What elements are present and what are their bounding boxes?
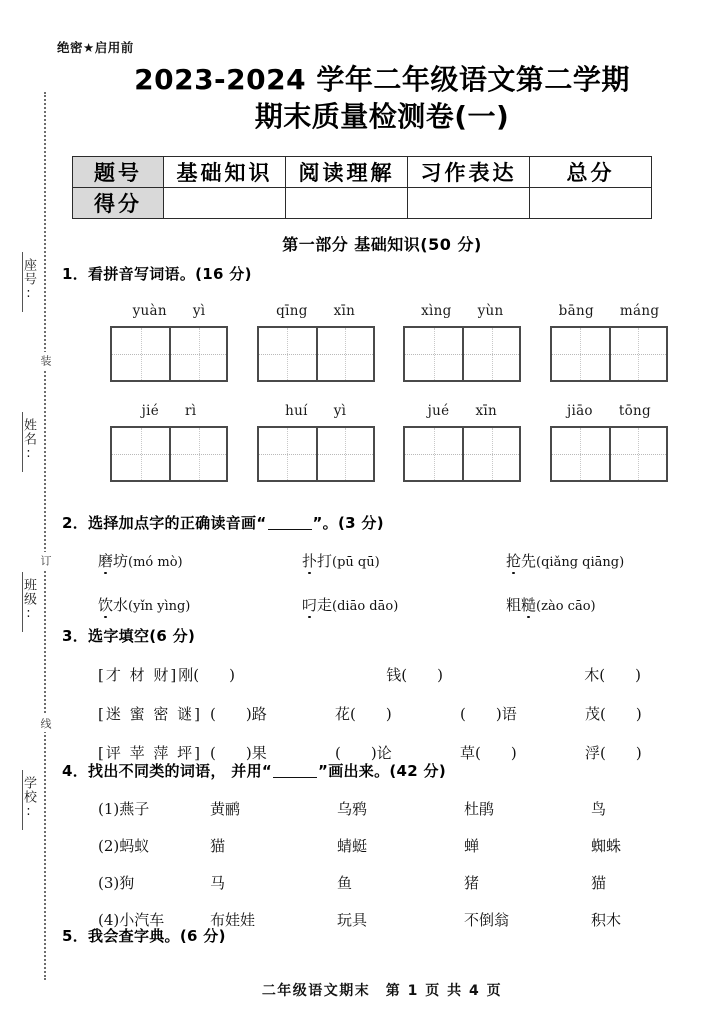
char-fill-slots	[178, 664, 724, 685]
column-header-reading: 阅读理解	[286, 157, 408, 188]
question-5-title	[62, 925, 710, 946]
pinyin-syllable: xīn	[475, 403, 497, 419]
pronunciation-options[interactable]: (pū qū)	[332, 555, 380, 570]
pronunciation-item[interactable]	[302, 594, 506, 615]
part-one-heading: 第一部分 基础知识(50 分)	[282, 235, 482, 254]
writing-grid[interactable]	[403, 426, 521, 482]
question-2-number: 2．	[62, 514, 89, 532]
char-choice-bracket: [评 苹 萍 坪]	[98, 744, 203, 762]
word-option[interactable]: 玩具	[337, 911, 368, 929]
pinyin-syllable: rì	[185, 403, 197, 419]
grid-cell[interactable]	[112, 328, 169, 380]
pinyin-syllable: yì	[333, 403, 347, 419]
fill-slot[interactable]: ( )果	[210, 744, 267, 762]
pinyin-word-group	[249, 403, 383, 482]
question-3	[62, 625, 710, 763]
grid-cell[interactable]	[405, 328, 462, 380]
pronunciation-item[interactable]	[98, 594, 302, 615]
word-option[interactable]: 乌鸦	[337, 800, 368, 818]
dotted-character: 饮	[98, 596, 114, 614]
binding-char-zhuang: 装	[38, 352, 53, 369]
pinyin-syllable: yì	[192, 303, 206, 319]
fill-slot[interactable]: 花( )	[335, 705, 392, 723]
question-4	[62, 760, 710, 930]
answer-blank-rule	[273, 777, 317, 778]
word-option[interactable]: 猪	[464, 874, 480, 892]
word-rest: 走	[317, 596, 333, 614]
char-choice-bracket: [迷 蜜 密 谜]	[98, 705, 203, 723]
pinyin-word-group	[542, 403, 676, 482]
pinyin-word-group	[395, 403, 529, 482]
confidential-note: 绝密★启用前	[57, 40, 134, 55]
word-option[interactable]: 鸟	[591, 800, 607, 818]
question-2	[62, 512, 710, 615]
question-5-number: 5．	[62, 927, 89, 945]
fill-slot[interactable]: ( )语	[460, 705, 517, 723]
binding-margin-rail	[0, 0, 62, 1024]
pronunciation-options[interactable]: (mó mò)	[128, 555, 183, 570]
question-1-row-1	[62, 303, 710, 382]
binding-char-ding: 订	[38, 552, 53, 569]
word-rest: 粗	[506, 596, 522, 614]
pinyin-word-group	[249, 303, 383, 382]
pinyin-word-group	[102, 403, 236, 482]
grid-cell[interactable]	[112, 428, 169, 480]
column-header-basic-knowledge: 基础知识	[164, 157, 286, 188]
word-option[interactable]: 杜鹃	[464, 800, 495, 818]
question-4-row-3	[98, 872, 718, 893]
binding-dotted-line	[44, 92, 46, 980]
binding-char-xian: 线	[38, 715, 53, 732]
rail-label-school: 学校:	[21, 776, 36, 820]
grid-cell[interactable]	[316, 428, 373, 480]
writing-grid[interactable]	[403, 326, 521, 382]
question-3-title	[62, 625, 710, 646]
pronunciation-item[interactable]	[98, 550, 302, 571]
page-footer: 二年级语文期末 第 1 页 共 4 页	[261, 983, 503, 999]
pinyin-syllable: máng	[619, 303, 660, 319]
fill-slot[interactable]: 茂( )	[585, 705, 642, 723]
dotted-character: 抢	[506, 552, 522, 570]
question-4-title	[62, 760, 710, 781]
score-table-container	[72, 156, 652, 219]
rail-label-seat-no: 座号:	[21, 258, 36, 302]
writing-grid[interactable]	[550, 326, 668, 382]
word-rest: 打	[317, 552, 333, 570]
title-line-1: 2023-2024 学年二年级语文第二学期	[134, 63, 630, 96]
question-1-row-2	[62, 403, 710, 482]
fill-slot[interactable]: 刚( )	[178, 666, 235, 684]
word-option[interactable]: 积木	[591, 911, 622, 929]
word-option[interactable]: 不倒翁	[464, 911, 510, 929]
grid-cell[interactable]	[462, 428, 519, 480]
question-1-title	[62, 263, 710, 284]
score-table	[72, 156, 652, 219]
question-3-score: (6 分)	[149, 627, 196, 645]
pronunciation-item[interactable]	[302, 550, 506, 571]
fill-slot[interactable]: 草( )	[460, 744, 517, 762]
score-cell-basic-knowledge[interactable]	[164, 188, 286, 219]
char-choice-bracket: [才 材 财]	[98, 666, 179, 684]
score-cell-reading[interactable]	[286, 188, 408, 219]
question-5-score: (6 分)	[179, 927, 226, 945]
pinyin-syllable: yuàn	[132, 303, 167, 319]
fill-slot[interactable]: 钱( )	[386, 666, 443, 684]
fill-slot[interactable]: ( )路	[210, 705, 267, 723]
writing-grid[interactable]	[110, 326, 228, 382]
pinyin-word-group	[395, 303, 529, 382]
grid-cell[interactable]	[552, 428, 609, 480]
grid-cell[interactable]	[169, 428, 226, 480]
dotted-character: 扑	[302, 552, 318, 570]
grid-cell[interactable]	[405, 428, 462, 480]
page-title	[62, 62, 702, 136]
pronunciation-item[interactable]	[506, 550, 710, 571]
pinyin-syllable: jié	[141, 403, 160, 419]
grid-cell[interactable]	[552, 328, 609, 380]
question-2-text-before: 选择加点字的正确读音画“	[88, 514, 267, 532]
row-header-score: 得分	[73, 188, 164, 219]
column-header-writing: 习作表达	[408, 157, 530, 188]
list-item-index[interactable]: (3)狗	[98, 874, 135, 892]
writing-grid[interactable]	[550, 426, 668, 482]
pinyin-syllable: qīng	[276, 303, 308, 319]
grid-cell[interactable]	[316, 328, 373, 380]
fill-slot[interactable]: 浮( )	[585, 744, 642, 762]
word-option[interactable]: 猫	[210, 837, 226, 855]
question-2-score: (3 分)	[337, 514, 384, 532]
word-option[interactable]: 蜻蜓	[337, 837, 368, 855]
fill-slot[interactable]: 木( )	[584, 666, 641, 684]
question-4-text-before: 找出不同类的词语， 并用“	[88, 762, 273, 780]
pinyin-text	[249, 403, 383, 419]
writing-grid[interactable]	[257, 426, 375, 482]
question-3-row-2	[98, 703, 710, 724]
table-row-header	[73, 157, 652, 188]
dotted-character: 磨	[98, 552, 114, 570]
word-rest: 水	[113, 596, 129, 614]
question-5-text: 我会查字典。	[88, 927, 180, 945]
answer-blank-rule	[268, 529, 312, 530]
pinyin-syllable: yùn	[477, 303, 504, 319]
pinyin-text	[542, 303, 676, 319]
grid-cell[interactable]	[169, 328, 226, 380]
pronunciation-options[interactable]: (qiǎng qiāng)	[536, 555, 625, 570]
fill-slot[interactable]: ( )论	[335, 744, 392, 762]
row-header-question-no: 题号	[73, 157, 164, 188]
writing-grid[interactable]	[110, 426, 228, 482]
pinyin-text	[249, 303, 383, 319]
question-1-score: (16 分)	[195, 265, 252, 283]
score-cell-writing[interactable]	[408, 188, 530, 219]
pinyin-syllable: jiāo	[566, 403, 593, 419]
pinyin-syllable: tōng	[618, 403, 651, 419]
question-2-row-2	[98, 594, 710, 615]
word-option[interactable]: 蜘蛛	[591, 837, 622, 855]
list-item-index[interactable]: (1)燕子	[98, 800, 150, 818]
pinyin-word-group	[542, 303, 676, 382]
pinyin-text	[395, 403, 529, 419]
pinyin-syllable: bāng	[558, 303, 594, 319]
question-1-text: 看拼音写词语。	[88, 265, 196, 283]
rail-label-class: 班级:	[21, 578, 36, 622]
pinyin-word-group	[102, 303, 236, 382]
pinyin-text	[542, 403, 676, 419]
pinyin-syllable: xīn	[333, 303, 356, 319]
grid-cell[interactable]	[609, 328, 666, 380]
dotted-character: 糙	[521, 596, 537, 614]
question-1	[62, 263, 710, 482]
char-fill-slots	[210, 703, 710, 724]
question-2-title	[62, 512, 710, 533]
writing-grid[interactable]	[257, 326, 375, 382]
word-option[interactable]: 黄鹂	[210, 800, 241, 818]
pinyin-syllable: jué	[427, 403, 450, 419]
question-2-text-after: ”。	[312, 514, 338, 532]
question-4-score: (42 分)	[389, 762, 446, 780]
pronunciation-options[interactable]: (diāo dāo)	[332, 599, 399, 614]
grid-cell[interactable]	[259, 428, 316, 480]
word-option[interactable]: 马	[210, 874, 226, 892]
grid-cell[interactable]	[259, 328, 316, 380]
word-option[interactable]: 鱼	[337, 874, 353, 892]
pronunciation-options[interactable]: (zào cāo)	[536, 599, 596, 614]
pinyin-syllable: huí	[285, 403, 308, 419]
question-4-row-1	[98, 798, 718, 819]
pinyin-text	[102, 303, 236, 319]
pinyin-text	[395, 303, 529, 319]
pinyin-text	[102, 403, 236, 419]
grid-cell[interactable]	[609, 428, 666, 480]
question-2-row-1	[98, 550, 710, 571]
list-item-index[interactable]: (2)蚂蚁	[98, 837, 150, 855]
title-line-2: 期末质量检测卷(一)	[254, 99, 510, 133]
pinyin-syllable: xìng	[421, 303, 452, 319]
question-3-text: 选字填空	[88, 627, 150, 645]
question-4-text-after: ”画出来。	[318, 762, 390, 780]
question-5	[62, 925, 710, 946]
list-item-index[interactable]: (4)小汽车	[98, 911, 165, 929]
score-cell-total[interactable]	[530, 188, 652, 219]
word-rest: 先	[521, 552, 537, 570]
pronunciation-options[interactable]: (yǐn yìng)	[128, 599, 191, 614]
question-4-row-2	[98, 835, 718, 856]
question-1-number: 1．	[62, 265, 89, 283]
word-option[interactable]: 布娃娃	[210, 911, 256, 929]
question-4-number: 4．	[62, 762, 89, 780]
grid-cell[interactable]	[462, 328, 519, 380]
pronunciation-item[interactable]	[506, 594, 710, 615]
dotted-character: 叼	[302, 596, 318, 614]
word-option[interactable]: 蝉	[464, 837, 480, 855]
column-header-total: 总分	[530, 157, 652, 188]
question-3-row-1	[98, 664, 710, 685]
word-option[interactable]: 猫	[591, 874, 607, 892]
table-row-scores	[73, 188, 652, 219]
rail-label-name: 姓名:	[21, 418, 36, 462]
question-3-number: 3．	[62, 627, 89, 645]
word-rest: 坊	[113, 552, 129, 570]
